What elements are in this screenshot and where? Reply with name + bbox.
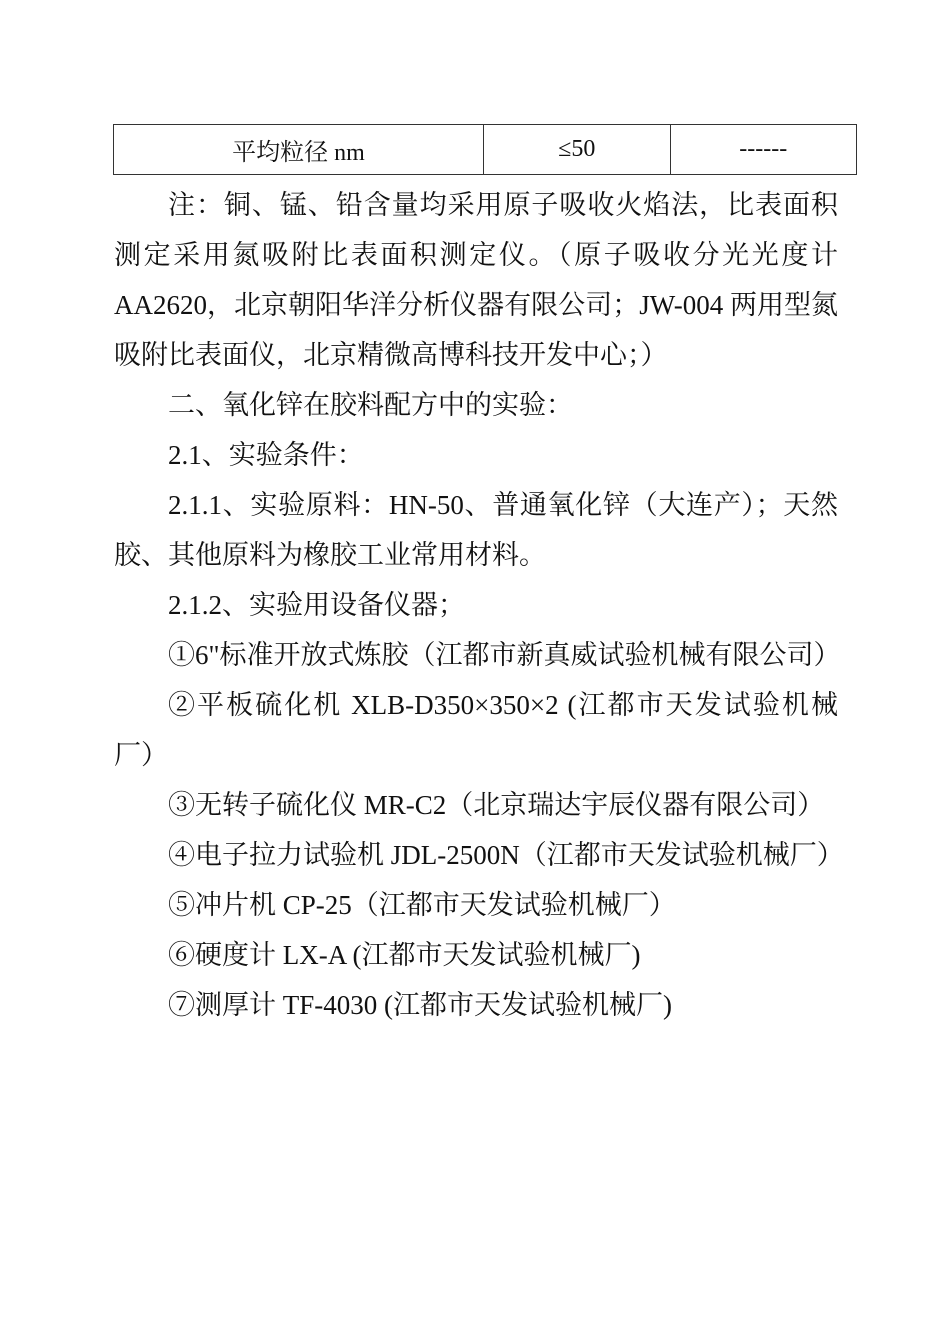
list-item-equipment-6: ⑥硬度计 LX-A (江都市天发试验机械厂) xyxy=(168,940,641,970)
paragraph-note: 注：铜、锰、铅含量均采用原子吸收火焰法，比表面积测定采用氮吸附比表面积测定仪。（原子吸收分光光度计 AA2620，北京朝阳华洋分析仪器有限公司；JW-004 两用型氮吸附比表面仪，北京精微高博科技开发中心；） xyxy=(114,190,838,370)
spec-table xyxy=(113,124,857,175)
heading-2-1-2: 2.1.2、实验用设备仪器； xyxy=(168,590,465,620)
list-item-equipment-1: ①6"标准开放式炼胶（江都市新真威试验机械有限公司） xyxy=(168,640,841,670)
document-body xyxy=(114,180,844,1030)
paragraph-materials: 2.1.1、实验原料：HN-50、普通氧化锌（大连产）；天然胶、其他原料为橡胶工业常用材料。 xyxy=(114,490,838,570)
list-item-equipment-5: ⑤冲片机 CP-25（江都市天发试验机械厂） xyxy=(168,890,676,920)
heading-section-2: 二、氧化锌在胶料配方中的实验： xyxy=(168,390,573,420)
table-cell-value: ≤50 xyxy=(483,125,670,175)
list-item-equipment-4: ④电子拉力试验机 JDL-2500N（江都市天发试验机械厂） xyxy=(168,840,844,870)
list-item-equipment-3: ③无转子硫化仪 MR-C2（北京瑞达宇辰仪器有限公司） xyxy=(168,790,825,820)
list-item-equipment-7: ⑦测厚计 TF-4030 (江都市天发试验机械厂) xyxy=(168,990,672,1020)
list-item-equipment-2: ②平板硫化机 XLB-D350×350×2 (江都市天发试验机械厂） xyxy=(114,690,838,770)
table-cell-reference: ------ xyxy=(670,125,856,175)
table-row xyxy=(114,125,857,175)
table-cell-param: 平均粒径 nm xyxy=(114,125,484,175)
heading-2-1: 2.1、实验条件： xyxy=(168,440,364,470)
